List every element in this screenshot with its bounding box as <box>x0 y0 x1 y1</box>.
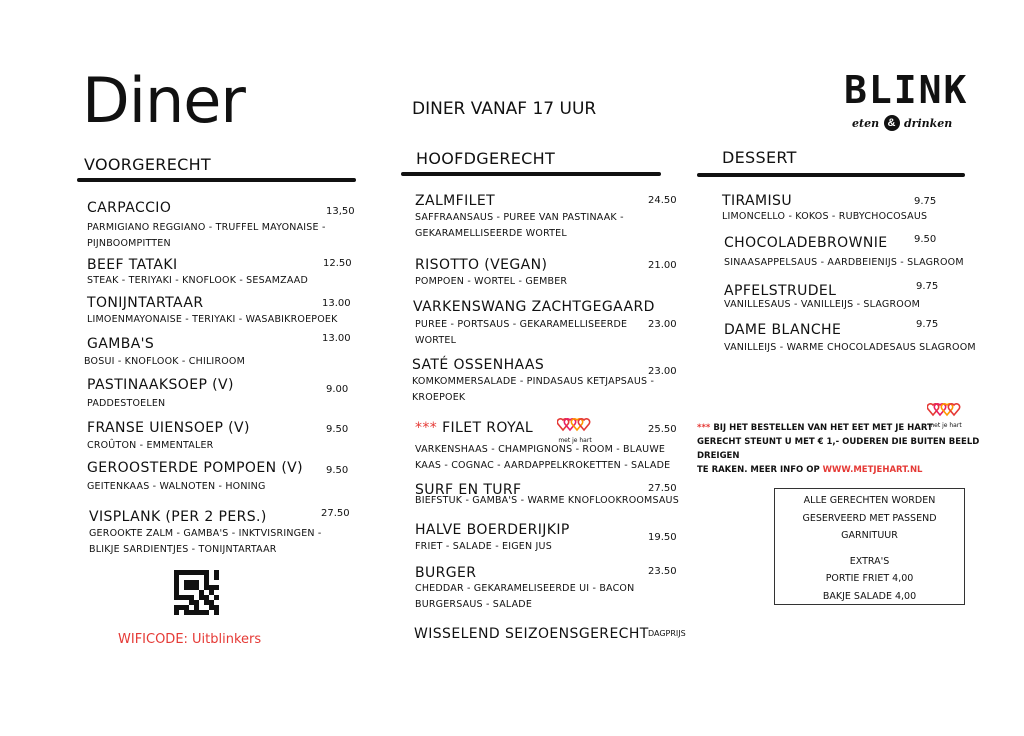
charity-note: *** BIJ HET BESTELLEN VAN HET EET MET JE HART GERECHT STEUNT U MET € 1,- OUDEREN DIE BUITEN BEELD DREIGEN TE RAKEN. MEER INFO OP WWW.METJEHART.NL <box>697 423 980 475</box>
menu-item-description: VARKENSHAAS - CHAMPIGNONS - ROOM - BLAUWE KAAS - COGNAC - AARDAPPELKROKETTEN - SALADE <box>415 444 671 471</box>
menu-item-price: 9.75 <box>914 196 937 207</box>
menu-item-price: 9.75 <box>916 319 939 330</box>
met-je-hart-logo <box>557 416 593 444</box>
menu-item-name: PASTINAAKSOEP (V) <box>87 377 234 393</box>
wifi-qr-code[interactable] <box>174 570 219 615</box>
logo-ampersand-badge: & <box>884 115 900 131</box>
menu-item-price: 25.50 <box>648 424 677 435</box>
garnish-info-box: ALLE GERECHTEN WORDEN GESERVEERD MET PASSEND GARNITUUR EXTRA'S PORTIE FRIET 4,00 BAKJE SALADE 4,00 <box>774 488 965 605</box>
menu-item-name: VARKENSWANG ZACHTGEGAARD <box>413 299 655 315</box>
menu-item-description: FRIET - SALADE - EIGEN JUS <box>415 541 552 552</box>
menu-item-description: BIEFSTUK - GAMBA'S - WARME KNOFLOOKROOMSAUS <box>415 495 679 506</box>
menu-item-price: 23.00 <box>648 366 677 377</box>
menu-item-price: 23.50 <box>648 566 677 577</box>
wifi-code: WIFICODE: Uitblinkers <box>118 632 262 647</box>
menu-item-description: PUREE - PORTSAUS - GEKARAMELLISEERDE WORTEL <box>415 319 628 346</box>
menu-item-name: *** FILET ROYAL <box>415 420 534 436</box>
highlight-stars: *** <box>415 420 438 436</box>
menu-item-price: 9.50 <box>326 465 349 476</box>
logo-wordmark: BLINK <box>844 68 969 112</box>
menu-item-name: GEROOSTERDE POMPOEN (V) <box>87 460 304 476</box>
menu-item-price: 9.00 <box>326 384 349 395</box>
met-je-hart-logo: met je hart <box>927 401 963 425</box>
menu-item-price: 13,50 <box>326 206 355 217</box>
menu-item-description: VANILLESAUS - VANILLEIJS - SLAGROOM <box>724 299 921 310</box>
menu-item-name: VISPLANK (PER 2 PERS.) <box>89 509 267 525</box>
section-divider <box>401 172 661 176</box>
menu-item-name: TIRAMISU <box>722 193 792 209</box>
qr-module <box>214 610 219 615</box>
section-divider <box>77 178 356 182</box>
menu-item-price: 19.50 <box>648 532 677 543</box>
logo-tagline: eten & drinken <box>852 116 953 130</box>
menu-item-description: GEROOKTE ZALM - GAMBA'S - INKTVISRINGEN - BLIKJE SARDIENTJES - TONIJNTARTAAR <box>89 528 322 555</box>
menu-item-price: 27.50 <box>648 483 677 494</box>
menu-item-name: CHOCOLADEBROWNIE <box>724 235 888 251</box>
menu-item-description: VANILLEIJS - WARME CHOCOLADESAUS SLAGROOM <box>724 342 976 353</box>
menu-item-price: 9.50 <box>914 234 937 245</box>
menu-item-description: PADDESTOELEN <box>87 398 166 409</box>
page-subtitle: DINER VANAF 17 UUR <box>412 99 597 119</box>
menu-item-description: LIMOENMAYONAISE - TERIYAKI - WASABIKROEPOEK <box>87 314 338 325</box>
menu-item-name: ZALMFILET <box>415 193 496 209</box>
menu-item-description: PARMIGIANO REGGIANO - TRUFFEL MAYONAISE - PIJNBOOMPITTEN <box>87 222 326 249</box>
menu-item-name: BEEF TATAKI <box>87 257 178 273</box>
charity-link[interactable]: WWW.METJEHART.NL <box>822 465 923 475</box>
menu-item-name: SATÉ OSSENHAAS <box>412 357 545 373</box>
menu-item-name: WISSELEND SEIZOENSGERECHT <box>414 626 649 642</box>
menu-item-price: 27.50 <box>321 508 350 519</box>
menu-item-description: KOMKOMMERSALADE - PINDASAUS KETJAPSAUS - KROEPOEK <box>412 376 655 403</box>
section-divider <box>697 173 965 177</box>
menu-item-description: POMPOEN - WORTEL - GEMBER <box>415 276 568 287</box>
menu-item-price: 23.00 <box>648 319 677 330</box>
menu-item-price: 21.00 <box>648 260 677 271</box>
menu-item-description: CHEDDAR - GEKARAMELISEERDE UI - BACON BURGERSAUS - SALADE <box>415 583 635 610</box>
menu-item-description: BOSUI - KNOFLOOK - CHILIROOM <box>84 356 245 367</box>
menu-item-name: FRANSE UIENSOEP (V) <box>87 420 250 436</box>
menu-item-description: CROÛTON - EMMENTALER <box>87 440 214 451</box>
hearts-icon <box>927 401 963 417</box>
menu-item-name: CARPACCIO <box>87 200 172 216</box>
menu-item-price: DAGPRIJS <box>648 629 686 638</box>
met-je-hart-label: met je hart <box>558 437 592 444</box>
menu-item-name: GAMBA'S <box>87 336 155 352</box>
menu-item-name: TONIJNTARTAAR <box>87 295 204 311</box>
menu-item-price: 9.75 <box>916 281 939 292</box>
menu-item-name: HALVE BOERDERIJKIP <box>415 522 570 538</box>
menu-item-price: 12.50 <box>323 258 352 269</box>
menu-item-price: 13.00 <box>322 333 351 344</box>
menu-item-description: SINAASAPPELSAUS - AARDBEIENIJS - SLAGROOM <box>724 257 964 268</box>
section-heading-hoofdgerecht: HOOFDGERECHT <box>416 149 556 168</box>
menu-item-name: APFELSTRUDEL <box>724 283 837 299</box>
menu-item-description: LIMONCELLO - KOKOS - RUBYCHOCOSAUS <box>722 211 928 222</box>
blink-logo <box>842 68 969 134</box>
menu-item-description: GEITENKAAS - WALNOTEN - HONING <box>87 481 266 492</box>
menu-item-description: STEAK - TERIYAKI - KNOFLOOK - SESAMZAAD <box>87 275 309 286</box>
menu-item-price: 13.00 <box>322 298 351 309</box>
menu-item-name: RISOTTO (VEGAN) <box>415 257 548 273</box>
menu-item-name: BURGER <box>415 565 477 581</box>
menu-item-price: 24.50 <box>648 195 677 206</box>
menu-item-price: 9.50 <box>326 424 349 435</box>
section-heading-dessert: DESSERT <box>722 148 797 167</box>
menu-item-name: DAME BLANCHE <box>724 322 842 338</box>
page-title: Diner <box>82 64 245 137</box>
menu-item-name: SURF EN TURF <box>415 482 522 498</box>
hearts-icon <box>557 416 593 432</box>
section-heading-voorgerecht: VOORGERECHT <box>84 155 211 174</box>
menu-item-description: SAFFRAANSAUS - PUREE VAN PASTINAAK - GEKARAMELLISEERDE WORTEL <box>415 212 624 239</box>
